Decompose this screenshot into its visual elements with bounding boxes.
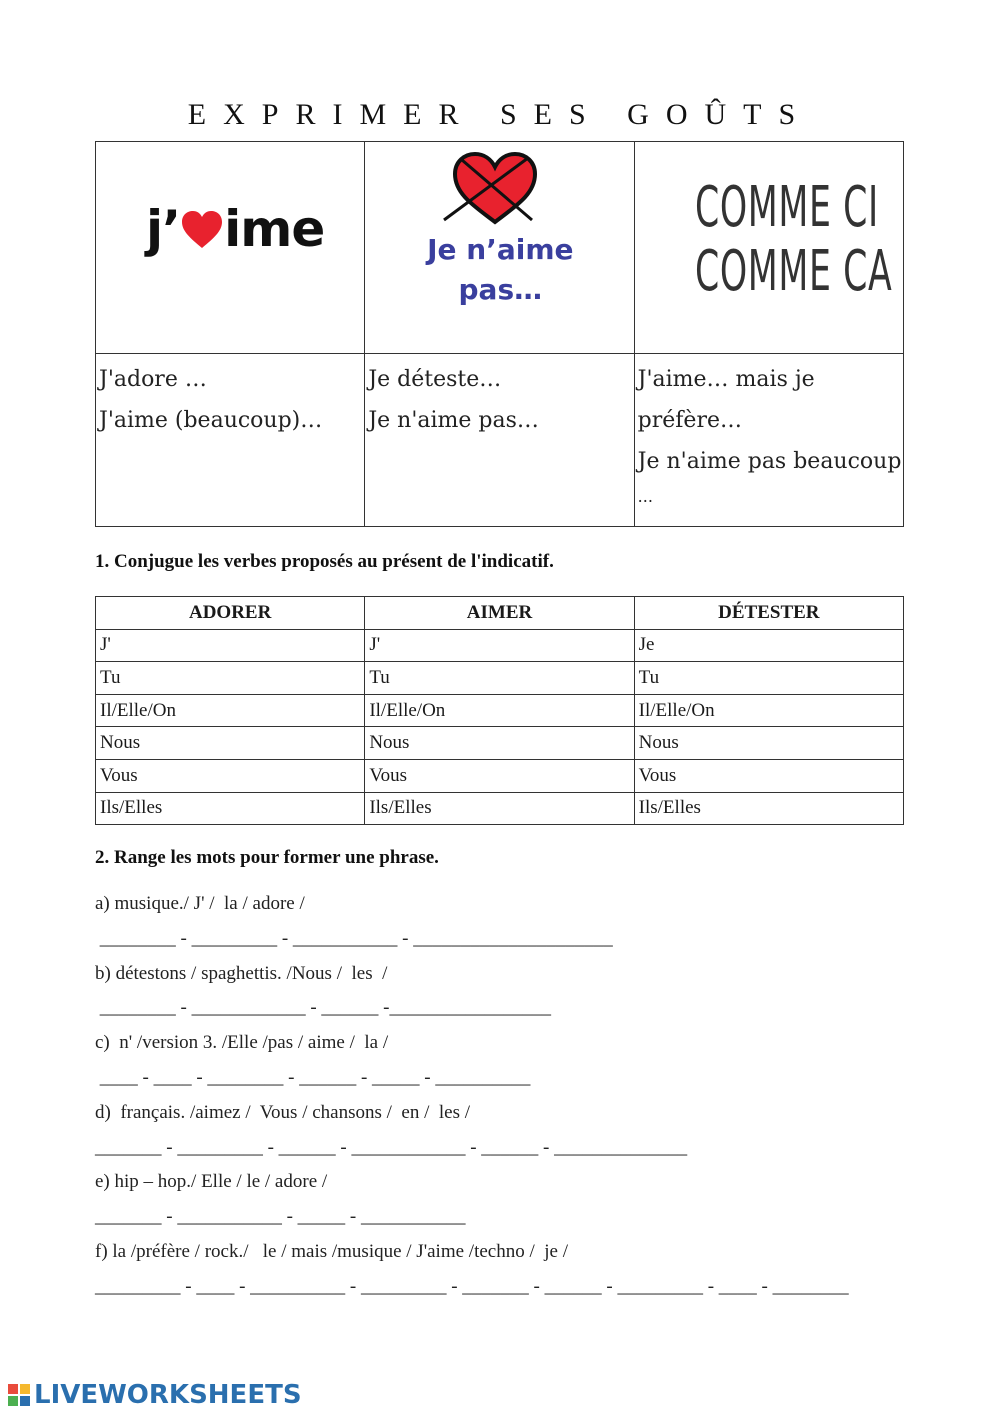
phrase: Je n'aime pas beaucoup xyxy=(637,449,902,474)
pronoun-cell[interactable]: Il/Elle/On xyxy=(96,694,365,727)
pronoun-cell[interactable]: Il/Elle/On xyxy=(634,694,903,727)
jenaime-caption-line2: pas… xyxy=(458,273,543,306)
table-row xyxy=(96,727,904,760)
answer-line-b[interactable]: ________ - ____________ - ______ -_________________ xyxy=(95,997,551,1018)
pronoun-cell[interactable]: Vous xyxy=(634,759,903,792)
jaime-text-right: ime xyxy=(224,200,325,258)
jaime-text-left: j’ xyxy=(146,200,181,258)
pronoun-cell[interactable]: Tu xyxy=(96,662,365,695)
question-b: b) détestons / spaghettis. /Nous / les / xyxy=(95,963,388,984)
table-row xyxy=(96,759,904,792)
table-row xyxy=(96,694,904,727)
phrase: Je déteste… xyxy=(368,367,502,392)
heart-icon xyxy=(180,210,224,250)
phrase: J'adore … xyxy=(99,367,207,392)
answer-line-f[interactable]: _________ - ____ - __________ - _________ - _______ - ______ - _________ - ____ - ________ xyxy=(95,1276,849,1297)
answer-line-c[interactable]: ____ - ____ - ________ - ______ - _____ - __________ xyxy=(95,1067,531,1088)
pronoun-cell[interactable]: Ils/Elles xyxy=(634,792,903,825)
comme-line2: COMME CA xyxy=(694,239,893,304)
comme-ci-comme-ca-image xyxy=(695,176,892,304)
pronoun-cell[interactable]: Vous xyxy=(365,759,634,792)
phrase-dots: ... xyxy=(637,487,653,506)
pronoun-cell[interactable]: Il/Elle/On xyxy=(365,694,634,727)
crossed-heart-icon xyxy=(440,150,550,228)
jaime-image xyxy=(146,200,324,258)
pronoun-cell[interactable]: J' xyxy=(365,629,634,662)
pronoun-cell[interactable]: Tu xyxy=(365,662,634,695)
answer-line-d[interactable]: _______ - _________ - ______ - ____________ - ______ - ______________ xyxy=(95,1137,688,1158)
pronoun-cell[interactable]: Vous xyxy=(96,759,365,792)
question-a: a) musique./ J' / la / adore / xyxy=(95,893,305,914)
footer-logo xyxy=(8,1380,302,1410)
jenaime-cell xyxy=(365,142,634,354)
liveworksheets-logo-icon xyxy=(8,1384,30,1406)
jenaime-caption-line1: Je n’aime xyxy=(427,233,574,266)
pronoun-cell[interactable]: J' xyxy=(96,629,365,662)
comme-cell xyxy=(634,142,903,354)
expressions-table xyxy=(95,141,904,527)
footer-brand: LIVEWORKSHEETS xyxy=(34,1380,302,1410)
comme-line1: COMME CI xyxy=(694,175,879,240)
phrase: J'aime (beaucoup)… xyxy=(99,408,323,433)
header-aimer: AIMER xyxy=(365,597,634,630)
phrase: préfère… xyxy=(637,408,742,433)
exercise1-instruction: 1. Conjugue les verbes proposés au présent de l'indicatif. xyxy=(95,551,554,572)
pronoun-cell[interactable]: Nous xyxy=(365,727,634,760)
page-title: EXPRIMER SES GOÛTS xyxy=(187,98,813,131)
pronoun-cell[interactable]: Nous xyxy=(634,727,903,760)
answer-line-a[interactable]: ________ - _________ - ___________ - _____________________ xyxy=(95,928,613,949)
answer-line-e[interactable]: _______ - ___________ - _____ - ___________ xyxy=(95,1206,466,1227)
question-d: d) français. /aimez / Vous / chansons / en / les / xyxy=(95,1102,470,1123)
header-detester: DÉTESTER xyxy=(634,597,903,630)
table-row xyxy=(96,662,904,695)
pronoun-cell[interactable]: Je xyxy=(634,629,903,662)
conjugation-table xyxy=(95,596,904,825)
phrases-col2 xyxy=(365,354,634,527)
pronoun-cell[interactable]: Nous xyxy=(96,727,365,760)
question-c: c) n' /version 3. /Elle /pas / aime / la / xyxy=(95,1032,389,1053)
phrases-col3 xyxy=(634,354,903,527)
table-row xyxy=(96,792,904,825)
pronoun-cell[interactable]: Tu xyxy=(634,662,903,695)
pronoun-cell[interactable]: Ils/Elles xyxy=(96,792,365,825)
jaime-cell xyxy=(96,142,365,354)
phrases-col1 xyxy=(96,354,365,527)
table-row xyxy=(96,629,904,662)
phrase: J'aime… mais je xyxy=(637,367,815,392)
question-e: e) hip – hop./ Elle / le / adore / xyxy=(95,1171,328,1192)
pronoun-cell[interactable]: Ils/Elles xyxy=(365,792,634,825)
exercise2-instruction: 2. Range les mots pour former une phrase. xyxy=(95,847,439,868)
question-f: f) la /préfère / rock./ le / mais /musique / J'aime /techno / je / xyxy=(95,1241,568,1262)
phrase: Je n'aime pas… xyxy=(368,408,539,433)
header-adorer: ADORER xyxy=(96,597,365,630)
